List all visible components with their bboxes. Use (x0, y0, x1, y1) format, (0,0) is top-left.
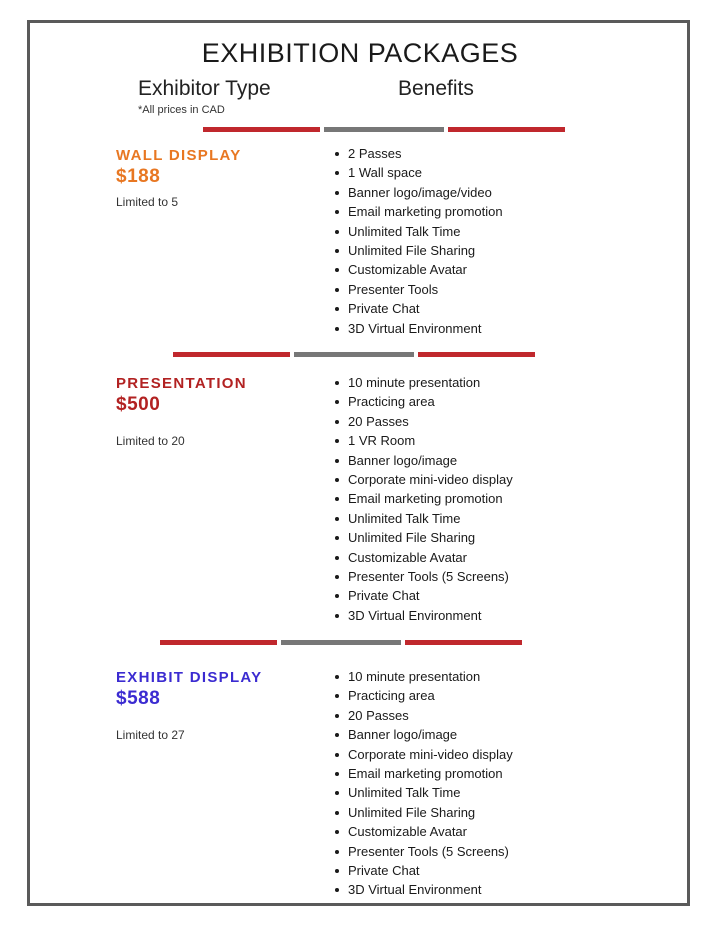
list-item: 3D Virtual Environment (335, 606, 513, 625)
list-item: Banner logo/image (335, 725, 513, 744)
list-item: Presenter Tools (5 Screens) (335, 567, 513, 586)
divider-red-segment (203, 127, 320, 132)
list-item: Customizable Avatar (335, 822, 513, 841)
list-item: Private Chat (335, 861, 513, 880)
list-item: Private Chat (335, 586, 513, 605)
list-item: Customizable Avatar (335, 548, 513, 567)
divider-red-segment (448, 127, 565, 132)
column-header-exhibitor-type: Exhibitor Type (138, 77, 271, 100)
list-item: Email marketing promotion (335, 202, 503, 221)
page-title: EXHIBITION PACKAGES (201, 38, 519, 68)
package-price-exhibit-display: $588 (116, 688, 161, 709)
list-item: Unlimited File Sharing (335, 803, 513, 822)
list-item: Customizable Avatar (335, 260, 503, 279)
list-item: Presenter Tools (5 Screens) (335, 842, 513, 861)
benefit-list-exhibit-display (335, 667, 513, 900)
benefit-list-presentation (335, 373, 513, 625)
package-name-wall-display: WALL DISPLAY (116, 147, 242, 164)
list-item: 1 Wall space (335, 163, 503, 182)
list-item: Unlimited Talk Time (335, 222, 503, 241)
benefit-list-wall-display (335, 144, 503, 338)
list-item: 1 VR Room (335, 431, 513, 450)
divider-red-segment (405, 640, 522, 645)
divider-red-segment (173, 352, 290, 357)
package-limit-wall-display: Limited to 5 (116, 195, 179, 209)
section-divider (203, 127, 565, 132)
package-price-presentation: $500 (116, 394, 161, 415)
list-item: Private Chat (335, 299, 503, 318)
list-item: 10 minute presentation (335, 667, 513, 686)
list-item: Corporate mini-video display (335, 745, 513, 764)
list-item: Banner logo/image (335, 451, 513, 470)
package-name-presentation: PRESENTATION (116, 375, 247, 392)
divider-red-segment (418, 352, 535, 357)
divider-red-segment (160, 640, 277, 645)
list-item: Unlimited File Sharing (335, 241, 503, 260)
package-name-exhibit-display: EXHIBIT DISPLAY (116, 669, 263, 686)
currency-note: *All prices in CAD (138, 104, 225, 116)
list-item: Unlimited File Sharing (335, 528, 513, 547)
section-divider (160, 640, 522, 645)
list-item: Unlimited Talk Time (335, 783, 513, 802)
list-item: 3D Virtual Environment (335, 880, 513, 899)
list-item: Email marketing promotion (335, 764, 513, 783)
section-divider (173, 352, 535, 357)
column-header-benefits: Benefits (398, 77, 474, 100)
list-item: Presenter Tools (335, 280, 503, 299)
list-item: 10 minute presentation (335, 373, 513, 392)
list-item: Email marketing promotion (335, 489, 513, 508)
package-limit-exhibit-display: Limited to 27 (116, 728, 185, 742)
list-item: Unlimited Talk Time (335, 509, 513, 528)
list-item: Corporate mini-video display (335, 470, 513, 489)
divider-gray-segment (281, 640, 401, 645)
package-limit-presentation: Limited to 20 (116, 434, 185, 448)
list-item: 3D Virtual Environment (335, 319, 503, 338)
list-item: Banner logo/image/video (335, 183, 503, 202)
list-item: 20 Passes (335, 412, 513, 431)
list-item: Practicing area (335, 392, 513, 411)
list-item: 2 Passes (335, 144, 503, 163)
list-item: 20 Passes (335, 706, 513, 725)
divider-gray-segment (324, 127, 444, 132)
list-item: Practicing area (335, 686, 513, 705)
divider-gray-segment (294, 352, 414, 357)
package-price-wall-display: $188 (116, 166, 161, 187)
